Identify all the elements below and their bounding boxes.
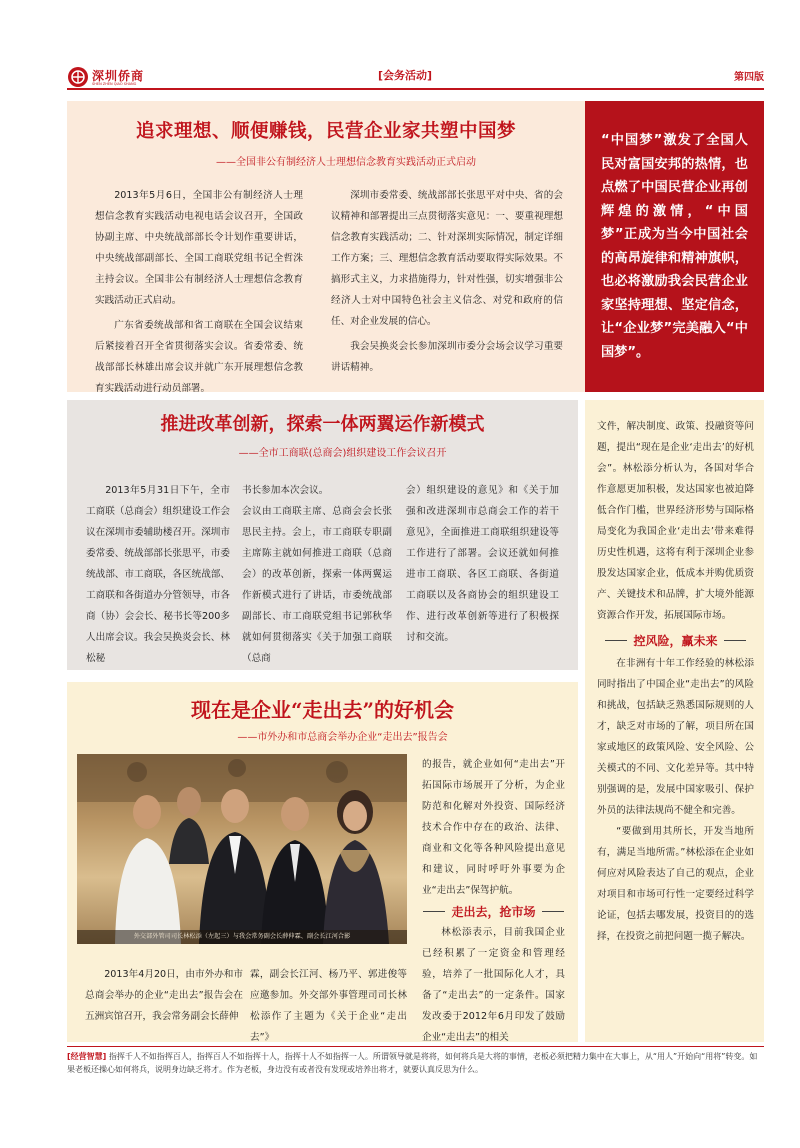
article-2-col-1: 2013年5月31日下午，全市工商联（总商会）组织建设工作会议在深圳市委辅助楼召开。深圳市委常委、统战部部长张思平，市委统战部、市工商联，各区统战部、工商联和各街道办分管领导，市各商（协）会会长、秘书长等200多人出席会议。我会吴换炎会长、林松秘: [86, 485, 230, 664]
article-1-title: 追求理想、顺便赚钱，民营企业家共塑中国梦: [135, 121, 516, 142]
photo-people-icon: [77, 754, 407, 944]
sidebar-text-2: 在非洲有十年工作经验的林松添同时指出了中国企业“走出去”的风险和挑战，包括缺乏熟悉国际规则的人才，缺乏对市场的了解，项目所在国家或地区的政策风险、安全风险、公关模式的不同、文化差异等。其中特别强调的是，发展中国家吸引、保护外员的法律法规尚不健全和完善。: [597, 658, 754, 816]
sidebar-text-1: 文件，解决制度、政策、投融资等问题，提出“现在是企业‘走出去’的好机会”。林松添分析认为，各国对华合作意愿更加积极，发达国家也被迫降低合作门槛，世界经济形势与国际格局变化为我国企业‘走出去’带来难得历史性机遇，这将有利于深圳企业参股发达国家企业，低成本并购优质资产、关键技术和品牌，扩大境外能源资源合作开发，拓展国际市场。: [597, 421, 754, 621]
group-photo: [77, 754, 407, 944]
paragraph: 林松添表示，目前我国企业已经积累了一定资金和管理经验，培养了一批国际化人才，具备了“走出去”的一定条件。国家发改委于2012年6月印发了鼓励企业“走出去”的相关: [422, 927, 565, 1043]
article-2-col-3: 会）组织建设的意见》和《关于加强和改进深圳市总商会工作的若干意见》，全面推进工商联组织建设等工作进行了部署。会议还就如何推进市工商联、各区工商联、各街道工商联以及各商协会的组织建设工作、进行改革创新等进行了积极探讨和交流。: [406, 485, 559, 643]
paragraph: 我会吴换炎会长参加深圳市委分会场会议学习重要讲话精神。: [331, 341, 563, 373]
divider: [542, 911, 564, 912]
masthead-logo: [67, 66, 167, 88]
section-label: [会务活动]: [377, 69, 433, 82]
sidebar: [585, 400, 764, 1042]
article-3-subhead: [422, 903, 565, 920]
article-2-subtitle: ——全市工商联(总商会)组织建设工作会议召开: [238, 448, 447, 459]
divider: [423, 911, 445, 912]
subhead-text: 走出去，抢市场: [451, 905, 536, 919]
article-3: [67, 682, 578, 1042]
divider: [605, 640, 627, 641]
footer-text: 指挥千人不如指挥百人，指挥百人不如指挥十人，指挥十人不如指挥一人。所谓领导就是将将，如何将兵是大将的事情，老板必须把精力集中在大事上，从“用人”开始向“用将”转变。如果老板还操心如何将兵，说明身边缺乏将才。作为老板，身边没有或者没有发现或培养出将才，就要认真反思为什么。: [67, 1052, 758, 1074]
logo-subtext: SHEN ZHEN QIAO SHANG: [92, 82, 137, 86]
logo-emblem-icon: [67, 66, 89, 88]
quote-box: [585, 101, 764, 392]
footer: [67, 1050, 764, 1076]
footer-rule: [67, 1046, 764, 1047]
logo-text: 深圳侨商: [92, 69, 145, 83]
article-2-col-2: 书长参加本次会议。 会议由工商联主席、总商会会长张思民主持。会上，市工商联专职副主席陈主就如何推进工商联（总商会）的改革创新，探索一体两翼运作新模式进行了讲话，市委统战部副部长、市工商联党组书记郭秋华就如何贯彻落实《关于加强工商联（总商: [242, 485, 392, 664]
paragraph: 2013年5月6日，全国非公有制经济人士理想信念教育实践活动电视电话会议召开，全国政协副主席、中央统战部部长令计划作重要讲话，中央统战部副部长、全国工商联党组书记全哲洙主持会议。全国非公有制经济人士理想信念教育实践活动正式启动。: [95, 190, 303, 306]
paragraph: 深圳市委常委、统战部部长张思平对中央、省的会议精神和部署提出三点贯彻落实意见：一、要重视理想信念教育实践活动；二、针对深圳实际情况，制定详细工作方案；三、理想信念教育活动要取得实际效果。不搞形式主义，力求措施得力，针对性强，切实增强非公经济人士对中国特色社会主义信念、对党和政府的信任、对企业发展的信心。: [331, 190, 563, 327]
article-1: [67, 101, 585, 392]
article-3-col-left: 2013年4月20日，由市外办和市总商会举办的企业“走出去”报告会在五洲宾馆召开，我会常务副会长薛伸: [85, 969, 243, 1022]
article-2: [67, 400, 578, 670]
page-number: 第四版: [734, 72, 764, 83]
sidebar-text-3: “要做到用其所长，开发当地所有，满足当地所需。”林松添在企业如何应对风险表达了自己的观点，企业对项目和市场可行性一定要经过科学论证，包括去哪发展，投资目的的选择，在投资之前把问题一揽子解决。: [597, 826, 754, 942]
footer-tag: [经营智慧]: [67, 1052, 107, 1061]
photo-caption: 外交部外管司司长林松添（左起三）与我会常务副会长薛伸霖、副会长江河合影: [77, 930, 407, 944]
article-3-col-right: [422, 754, 565, 1048]
header-rule: [67, 88, 764, 90]
article-1-subtitle: ——全国非公有制经济人士理想信念教育实践活动正式启动: [216, 157, 476, 168]
article-3-subtitle: ——市外办和市总商会举办企业“走出去”报告会: [237, 732, 448, 743]
divider: [724, 640, 746, 641]
subhead-text: 控风险，赢未来: [633, 634, 718, 648]
article-1-col-2: [331, 185, 563, 382]
paragraph: 广东省委统战部和省工商联在全国会议结束后紧接着召开全省贯彻落实会议。省委常委、统战部部长林雄出席会议并就广东开展理想信念教育实践活动进行动员部署。: [95, 320, 303, 394]
article-3-title: 现在是企业“走出去”的好机会: [190, 698, 454, 722]
sidebar-subhead: [597, 632, 754, 649]
article-3-col-mid: 霖，副会长江河、杨乃平、郭进俊等应邀参加。外交部外事管理司司长林松添作了主题为《关于企业“走出去”》: [250, 969, 407, 1043]
article-1-col-1: [95, 185, 303, 403]
quote-text: “中国梦”激发了全国人民对富国安邦的热情，也点燃了中国民营企业再创辉煌的激情，“中国梦”正成为当今中国社会的高昂旋律和精神旗帜，也必将激励我会民营企业家坚持理想、坚定信念，让“企业梦”完美融入“中国梦”。: [601, 133, 748, 360]
paragraph: 的报告，就企业如何“走出去”开拓国际市场展开了分析，为企业防范和化解对外投资、国际经济技术合作中存在的政治、法律、商业和文化等各种风险提出意见和建议，同时呼吁外事要为企业“走出去”保驾护航。: [422, 759, 565, 896]
article-2-title: 推进改革创新，探索一体两翼运作新模式: [160, 414, 485, 435]
